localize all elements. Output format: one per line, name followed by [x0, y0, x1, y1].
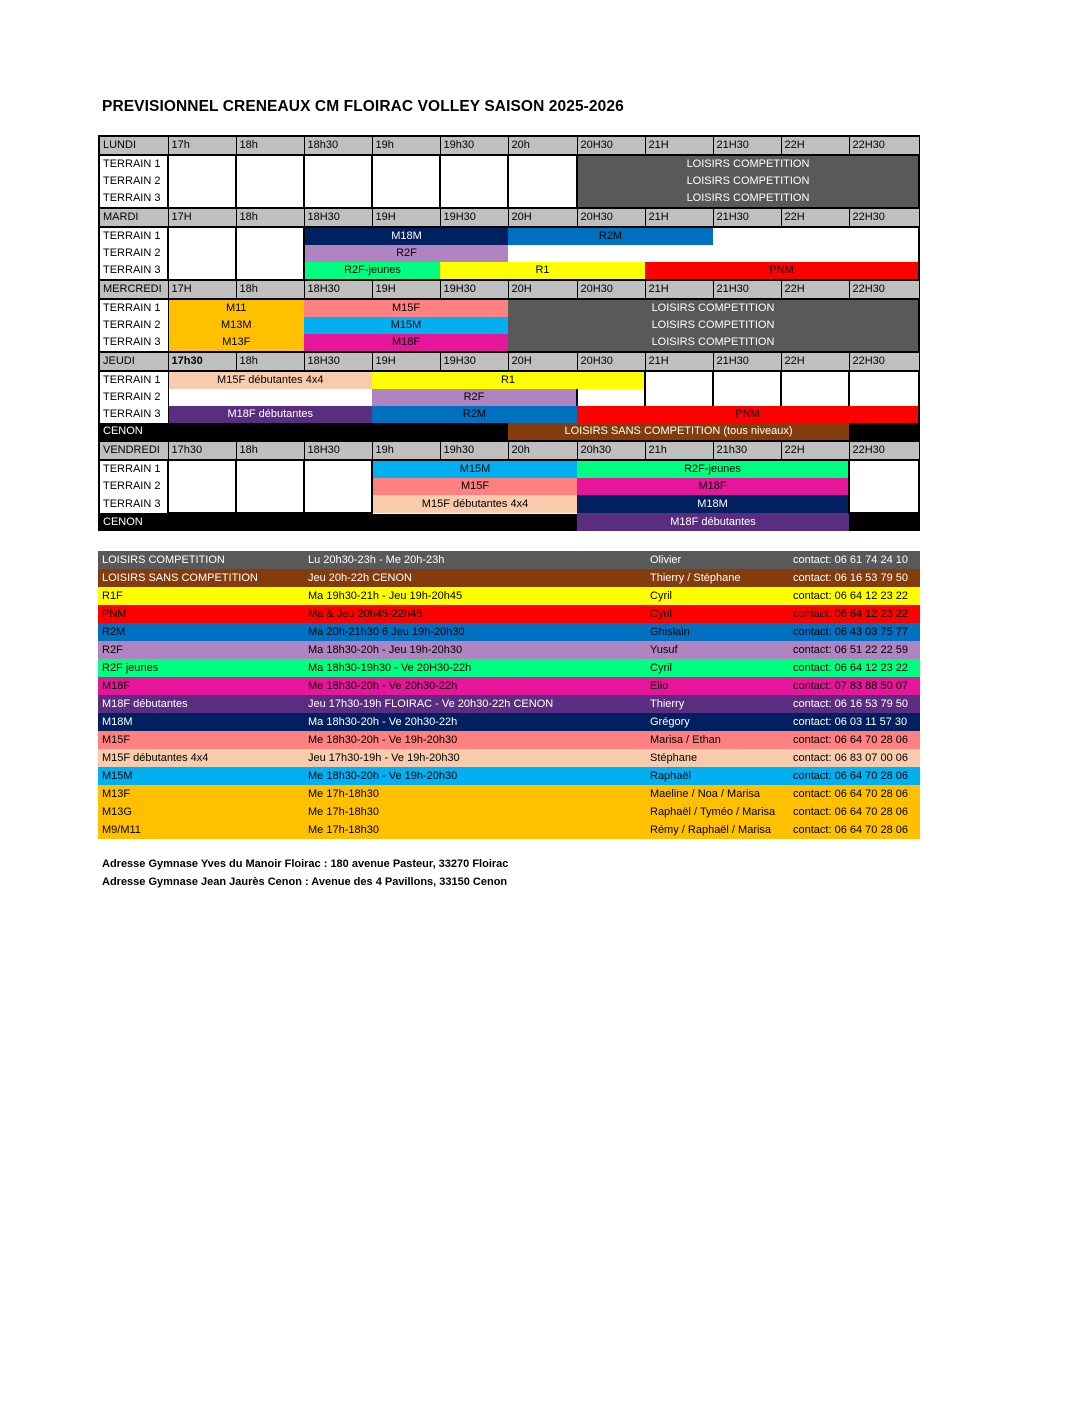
event-loisirs-competition: LOISIRS COMPETITION: [577, 173, 919, 190]
legend-team: M9/M11: [102, 824, 141, 836]
time-cell: 21H30: [713, 136, 781, 155]
time-cell: 20H30: [577, 208, 645, 227]
time-cell: 21H: [645, 208, 713, 227]
legend-team: M18M: [102, 716, 133, 728]
terrain-row: [99, 299, 919, 317]
cenon-row: [99, 513, 919, 531]
time-cell: 18H30: [304, 280, 372, 299]
legend-coach: Rémy / Raphaël / Marisa: [650, 824, 772, 836]
terrain-row: [99, 371, 919, 389]
terrain-label: TERRAIN 1: [99, 299, 168, 317]
event-pnm: PNM: [645, 262, 919, 280]
time-cell: 22H30: [849, 208, 919, 227]
time-cell: 19h: [372, 136, 440, 155]
empty-slot: [168, 190, 236, 208]
terrain-label: TERRAIN 3: [99, 262, 168, 280]
terrain-label: TERRAIN 1: [99, 155, 168, 173]
legend-row: [98, 803, 920, 821]
legend-schedule: Jeu 17h30-19h - Ve 19h-20h30: [308, 752, 460, 764]
legend-schedule: Me 18h30-20h - Ve 20h30-22h: [308, 680, 458, 692]
legend-team: R2F jeunes: [102, 662, 159, 674]
event-m15f: M15F: [304, 299, 508, 317]
address-floirac: Adresse Gymnase Yves du Manoir Floirac : 180 avenue Pasteur, 33270 Floirac: [102, 858, 509, 870]
legend-contact: contact: 06 64 12 23 22: [793, 590, 908, 602]
terrain-row: [99, 155, 919, 173]
legend-contact: contact: 06 43 03 75 77: [793, 626, 908, 638]
time-cell: 19H30: [440, 280, 508, 299]
legend-schedule: Ma 18h30-20h - Jeu 19h-20h30: [308, 644, 463, 656]
empty-slot: [236, 478, 304, 495]
event-m13m: M13M: [168, 317, 304, 334]
empty-slot: [236, 190, 304, 208]
day-label: MARDI: [99, 208, 168, 227]
event-m18m: M18M: [304, 227, 508, 245]
time-cell: 18h30: [304, 136, 372, 155]
empty-slot: [781, 371, 849, 389]
event-m13f: M13F: [168, 334, 304, 352]
time-cell: 21H: [645, 352, 713, 371]
legend-team: M13F: [102, 788, 131, 800]
empty-slot: [849, 371, 919, 389]
time-cell: 20h: [508, 136, 577, 155]
time-cell: 20H30: [577, 352, 645, 371]
terrain-label: TERRAIN 2: [99, 317, 168, 334]
empty-slot: [168, 227, 236, 245]
empty-slot: [372, 173, 440, 190]
empty-slot: [236, 495, 304, 513]
event-m15f: M15F: [372, 478, 577, 495]
time-cell: 22H: [781, 352, 849, 371]
empty-slot: [168, 513, 577, 531]
legend-row: [98, 731, 920, 749]
legend-schedule: Me 18h30-20h - Ve 19h-20h30: [308, 770, 458, 782]
legend-team: M15F: [102, 734, 131, 746]
time-cell: 22H30: [849, 441, 919, 460]
legend-schedule: Jeu 17h30-19h FLOIRAC - Ve 20h30-22h CENON: [308, 698, 554, 710]
legend-coach: Raphaël / Tyméo / Marisa: [650, 806, 776, 818]
legend-table: [98, 551, 920, 839]
empty-slot: [304, 190, 372, 208]
terrain-label: TERRAIN 2: [99, 245, 168, 262]
legend-coach: Cyril: [650, 662, 672, 674]
legend-team: LOISIRS COMPETITION: [102, 554, 225, 566]
legend-team: M13G: [102, 806, 132, 818]
legend-row: [98, 713, 920, 731]
legend-row: [98, 695, 920, 713]
terrain-row: [99, 190, 919, 208]
event-m15m: M15M: [304, 317, 508, 334]
event-m11: M11: [168, 299, 304, 317]
legend-schedule: Lu 20h30-23h - Me 20h-23h: [308, 554, 445, 566]
legend-coach: Cyril: [650, 608, 672, 620]
legend-team: PNM: [102, 608, 127, 620]
time-cell: 22H: [781, 208, 849, 227]
time-cell: 20H: [508, 280, 577, 299]
empty-slot: [168, 262, 236, 280]
event-r2f: R2F: [304, 245, 508, 262]
time-cell: 22H: [781, 136, 849, 155]
terrain-row: [99, 389, 919, 406]
event-r2f: R2F: [372, 389, 577, 406]
terrain-row: [99, 317, 919, 334]
event-m18f: M18F: [577, 478, 849, 495]
terrain-row: [99, 460, 919, 478]
legend-schedule: Me 17h-18h30: [308, 824, 379, 836]
empty-slot: [508, 245, 919, 262]
time-cell: 18h: [236, 280, 304, 299]
terrain-row: [99, 227, 919, 245]
event-loisirs-competition: LOISIRS COMPETITION: [508, 299, 919, 317]
time-cell: 19h30: [440, 136, 508, 155]
day-header-vendredi: [99, 441, 919, 460]
empty-slot: [372, 190, 440, 208]
legend: [98, 551, 920, 839]
empty-slot: [372, 155, 440, 173]
legend-contact: contact: 06 61 74 24 10: [793, 554, 908, 566]
time-cell: 18h: [236, 441, 304, 460]
legend-team: M18F débutantes: [102, 698, 188, 710]
legend-contact: contact: 07 83 88 50 07: [793, 680, 908, 692]
legend-coach: Grégory: [650, 716, 690, 728]
legend-row: [98, 623, 920, 641]
empty-slot: [508, 173, 577, 190]
legend-row: [98, 569, 920, 587]
event-r1: R1: [440, 262, 645, 280]
legend-contact: contact: 06 64 70 28 06: [793, 806, 908, 818]
legend-schedule: Ma & Jeu 20h45-22h45: [308, 608, 423, 620]
day-header-mardi: [99, 208, 919, 227]
empty-slot: [304, 155, 372, 173]
terrain-row: [99, 262, 919, 280]
terrain-label: TERRAIN 3: [99, 406, 168, 423]
legend-row: [98, 551, 920, 569]
terrain-label: TERRAIN 1: [99, 371, 168, 389]
empty-slot: [440, 190, 508, 208]
empty-slot: [849, 513, 919, 531]
time-cell: 19H30: [440, 352, 508, 371]
empty-slot: [304, 495, 372, 513]
time-cell: 22H30: [849, 280, 919, 299]
empty-slot: [508, 190, 577, 208]
day-label: JEUDI: [99, 352, 168, 371]
time-cell: 20h30: [577, 441, 645, 460]
schedule-grid: [98, 135, 920, 531]
terrain-label: TERRAIN 2: [99, 389, 168, 406]
day-label: MERCREDI: [99, 280, 168, 299]
time-cell: 17h30: [168, 352, 236, 371]
event-pnm: PNM: [577, 406, 919, 423]
legend-coach: Stéphane: [650, 752, 698, 764]
empty-slot: [440, 155, 508, 173]
time-cell: 19H: [372, 208, 440, 227]
time-cell: 20H30: [577, 280, 645, 299]
time-cell: 20H: [508, 352, 577, 371]
terrain-row: [99, 478, 919, 495]
legend-team: R2M: [102, 626, 126, 638]
empty-slot: [168, 495, 236, 513]
event-loisirs-sans-competition: LOISIRS SANS COMPETITION (tous niveaux): [508, 423, 849, 441]
terrain-label: TERRAIN 3: [99, 190, 168, 208]
time-cell: 18H30: [304, 208, 372, 227]
page-title: PREVISIONNEL CRENEAUX CM FLOIRAC VOLLEY SAISON 2025-2026: [102, 98, 624, 115]
legend-row: [98, 677, 920, 695]
day-label: VENDREDI: [99, 441, 168, 460]
time-cell: 17h: [168, 136, 236, 155]
time-cell: 21h30: [713, 441, 781, 460]
time-cell: 17h30: [168, 441, 236, 460]
legend-team: LOISIRS SANS COMPETITION: [102, 572, 258, 584]
empty-slot: [440, 173, 508, 190]
empty-slot: [168, 245, 236, 262]
event-r1: R1: [372, 371, 645, 389]
cenon-label: CENON: [99, 513, 168, 531]
legend-contact: contact: 06 64 70 28 06: [793, 824, 908, 836]
day-label: LUNDI: [99, 136, 168, 155]
empty-slot: [168, 173, 236, 190]
terrain-label: TERRAIN 3: [99, 334, 168, 352]
legend-schedule: Ma 20h-21h30 6 Jeu 19h-20h30: [308, 626, 465, 638]
legend-row: [98, 641, 920, 659]
empty-slot: [645, 389, 713, 406]
event-m18f: M18F: [304, 334, 508, 352]
time-cell: 17H: [168, 208, 236, 227]
address-cenon: Adresse Gymnase Jean Jaurès Cenon : Avenue des 4 Pavillons, 33150 Cenon: [102, 876, 508, 888]
legend-schedule: Me 18h30-20h - Ve 19h-20h30: [308, 734, 458, 746]
time-cell: 18H30: [304, 441, 372, 460]
empty-slot: [849, 389, 919, 406]
legend-coach: Marisa / Ethan: [650, 734, 721, 746]
legend-coach: Thierry: [650, 698, 685, 710]
day-header-lundi: [99, 136, 919, 155]
empty-slot: [508, 155, 577, 173]
time-cell: 19h: [372, 441, 440, 460]
legend-contact: contact: 06 16 53 79 50: [793, 698, 908, 710]
event-loisirs-competition: LOISIRS COMPETITION: [577, 190, 919, 208]
legend-row: [98, 767, 920, 785]
event-r2f-jeunes: R2F-jeunes: [304, 262, 440, 280]
empty-slot: [713, 371, 781, 389]
empty-slot: [304, 478, 372, 495]
time-cell: 18h: [236, 352, 304, 371]
legend-contact: contact: 06 64 70 28 06: [793, 770, 908, 782]
legend-contact: contact: 06 64 12 23 22: [793, 608, 908, 620]
empty-slot: [713, 389, 781, 406]
legend-schedule: Ma 19h30-21h - Jeu 19h-20h45: [308, 590, 463, 602]
time-cell: 21H30: [713, 352, 781, 371]
legend-coach: Thierry / Stéphane: [650, 572, 741, 584]
terrain-row: [99, 334, 919, 352]
legend-team: R1F: [102, 590, 123, 602]
event-m18f-debutantes: M18F débutantes: [168, 406, 372, 423]
event-m18f-debutantes: M18F débutantes: [577, 513, 849, 531]
legend-schedule: Ma 18h30-20h - Ve 20h30-22h: [308, 716, 458, 728]
legend-row: [98, 587, 920, 605]
day-header-mercredi: [99, 280, 919, 299]
legend-row: [98, 821, 920, 839]
time-cell: 19H30: [440, 208, 508, 227]
terrain-label: TERRAIN 2: [99, 173, 168, 190]
empty-slot: [236, 262, 304, 280]
empty-slot: [304, 173, 372, 190]
terrain-row: [99, 173, 919, 190]
empty-slot: [849, 495, 919, 513]
legend-contact: contact: 06 16 53 79 50: [793, 572, 908, 584]
event-r2m: R2M: [372, 406, 577, 423]
empty-slot: [236, 245, 304, 262]
legend-contact: contact: 06 64 12 23 22: [793, 662, 908, 674]
time-cell: 22H30: [849, 352, 919, 371]
time-cell: 21h: [645, 441, 713, 460]
legend-row: [98, 659, 920, 677]
empty-slot: [849, 478, 919, 495]
time-cell: 19H: [372, 352, 440, 371]
empty-slot: [168, 155, 236, 173]
empty-slot: [168, 423, 508, 441]
time-cell: 21H: [645, 136, 713, 155]
empty-slot: [577, 389, 645, 406]
legend-contact: contact: 06 03 11 57 30: [793, 716, 908, 728]
legend-coach: Elio: [650, 680, 669, 692]
empty-slot: [168, 389, 372, 406]
event-r2m: R2M: [508, 227, 713, 245]
legend-contact: contact: 06 83 07 00 06: [793, 752, 908, 764]
terrain-row: [99, 245, 919, 262]
empty-slot: [781, 389, 849, 406]
time-cell: 18h: [236, 208, 304, 227]
time-cell: 20H30: [577, 136, 645, 155]
event-loisirs-competition: LOISIRS COMPETITION: [508, 334, 919, 352]
empty-slot: [236, 155, 304, 173]
legend-coach: Yusuf: [650, 644, 678, 656]
legend-schedule: Me 17h-18h30: [308, 806, 379, 818]
event-m15m: M15M: [372, 460, 577, 478]
empty-slot: [849, 460, 919, 478]
empty-slot: [236, 227, 304, 245]
terrain-label: TERRAIN 3: [99, 495, 168, 513]
legend-coach: Olivier: [650, 554, 682, 566]
legend-team: M15F débutantes 4x4: [102, 752, 209, 764]
legend-row: [98, 785, 920, 803]
empty-slot: [849, 423, 919, 441]
time-cell: 17H: [168, 280, 236, 299]
terrain-label: TERRAIN 1: [99, 227, 168, 245]
event-m15f-debutantes: M15F débutantes 4x4: [168, 371, 372, 389]
terrain-label: TERRAIN 1: [99, 460, 168, 478]
day-header-jeudi: [99, 352, 919, 371]
terrain-row: [99, 406, 919, 423]
time-cell: 21H: [645, 280, 713, 299]
time-cell: 20H: [508, 208, 577, 227]
legend-contact: contact: 06 64 70 28 06: [793, 734, 908, 746]
legend-team: M18F: [102, 680, 131, 692]
legend-schedule: Jeu 20h-22h CENON: [308, 572, 412, 584]
time-cell: 20h: [508, 441, 577, 460]
event-loisirs-competition: LOISIRS COMPETITION: [508, 317, 919, 334]
legend-coach: Maeline / Noa / Marisa: [650, 788, 761, 800]
legend-schedule: Ma 18h30-19h30 - Ve 20H30-22h: [308, 662, 472, 674]
schedule-table: [98, 135, 920, 531]
empty-slot: [713, 227, 919, 245]
time-cell: 19H: [372, 280, 440, 299]
time-cell: 18H30: [304, 352, 372, 371]
cenon-label: CENON: [99, 423, 168, 441]
terrain-label: TERRAIN 2: [99, 478, 168, 495]
time-cell: 18h: [236, 136, 304, 155]
time-cell: 21H30: [713, 280, 781, 299]
terrain-row: [99, 495, 919, 513]
time-cell: 21H30: [713, 208, 781, 227]
event-loisirs-competition: LOISIRS COMPETITION: [577, 155, 919, 173]
empty-slot: [168, 460, 236, 478]
legend-contact: contact: 06 64 70 28 06: [793, 788, 908, 800]
event-m18m: M18M: [577, 495, 849, 513]
time-cell: 22H30: [849, 136, 919, 155]
event-m15f-debutantes: M15F débutantes 4x4: [372, 495, 577, 513]
legend-team: R2F: [102, 644, 123, 656]
empty-slot: [304, 460, 372, 478]
legend-row: [98, 749, 920, 767]
empty-slot: [645, 371, 713, 389]
legend-row: [98, 605, 920, 623]
legend-coach: Raphaël: [650, 770, 691, 782]
legend-coach: Cyril: [650, 590, 672, 602]
empty-slot: [236, 173, 304, 190]
empty-slot: [168, 478, 236, 495]
time-cell: 19h30: [440, 441, 508, 460]
event-r2f-jeunes: R2F-jeunes: [577, 460, 849, 478]
legend-schedule: Me 17h-18h30: [308, 788, 379, 800]
legend-team: M15M: [102, 770, 133, 782]
legend-coach: Ghislain: [650, 626, 690, 638]
cenon-row: [99, 423, 919, 441]
empty-slot: [236, 460, 304, 478]
time-cell: 22H: [781, 441, 849, 460]
time-cell: 22H: [781, 280, 849, 299]
legend-contact: contact: 06 51 22 22 59: [793, 644, 908, 656]
